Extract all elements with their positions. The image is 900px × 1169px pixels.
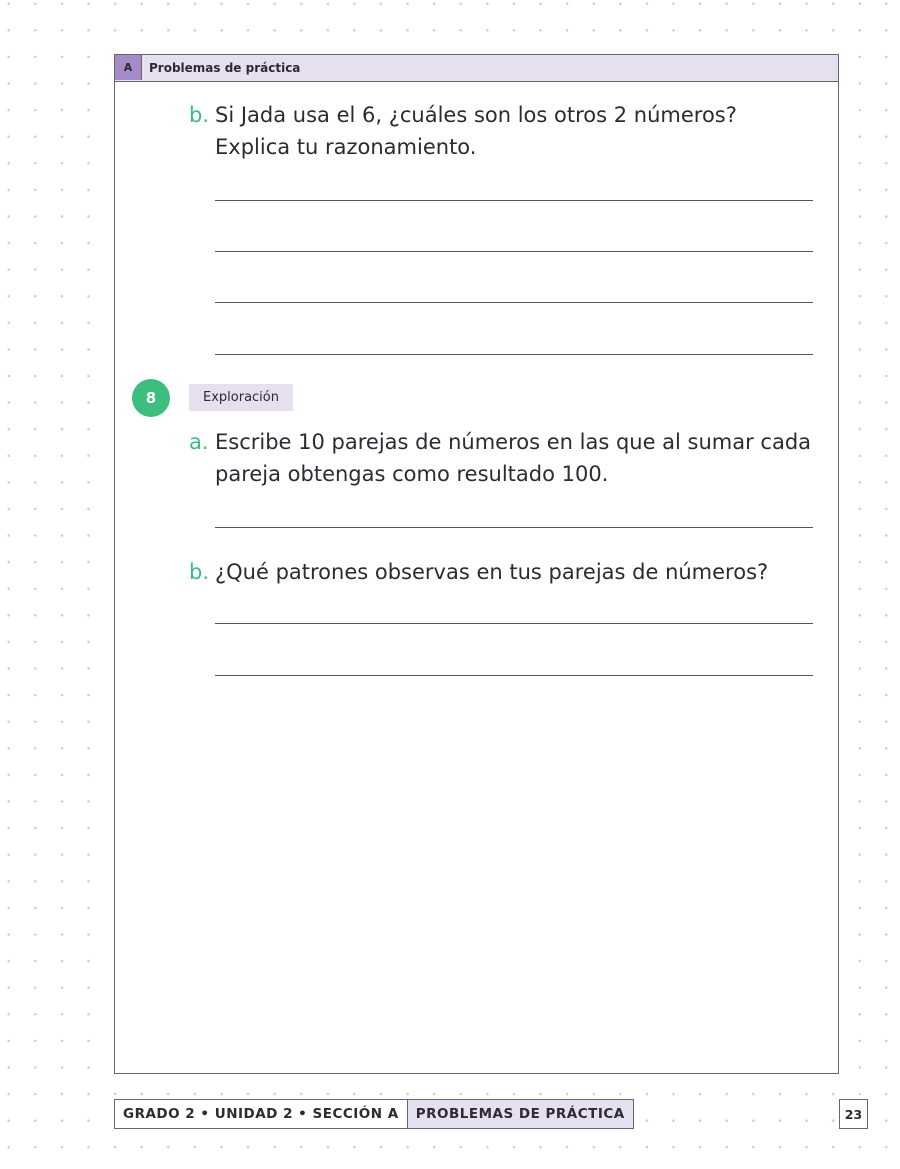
- part-b-question-line-1: Si Jada usa el 6, ¿cuáles son los otros 2 números?: [215, 103, 737, 127]
- problem-number-badge: 8: [132, 379, 170, 417]
- section-header: [115, 55, 838, 82]
- part-b-question-line-2: Explica tu razonamiento.: [215, 135, 477, 159]
- footer-section-label: PROBLEMAS DE PRÁCTICA: [408, 1100, 633, 1128]
- answer-line[interactable]: [215, 354, 813, 355]
- part-b-question: ¿Qué patrones observas en tus parejas de números?: [215, 560, 769, 584]
- answer-line[interactable]: [215, 675, 813, 676]
- answer-line[interactable]: [215, 623, 813, 624]
- part-b-letter: b.: [189, 560, 210, 584]
- part-b-letter: b.: [189, 103, 210, 127]
- section-header-title: Problemas de práctica: [149, 61, 301, 75]
- part-a-question-line-2: pareja obtengas como resultado 100.: [215, 462, 609, 486]
- page-footer: [114, 1099, 634, 1129]
- exploration-tag: Exploración: [189, 384, 293, 411]
- answer-line[interactable]: [215, 251, 813, 252]
- answer-line[interactable]: [215, 200, 813, 201]
- section-letter-badge: A: [115, 55, 142, 80]
- answer-line[interactable]: [215, 302, 813, 303]
- page-number: 23: [839, 1099, 868, 1129]
- answer-line[interactable]: [215, 527, 813, 528]
- part-a-question-line-1: Escribe 10 parejas de números en las que al sumar cada: [215, 430, 812, 454]
- footer-course-label: GRADO 2 • UNIDAD 2 • SECCIÓN A: [115, 1100, 408, 1128]
- part-a-letter: a.: [189, 430, 209, 454]
